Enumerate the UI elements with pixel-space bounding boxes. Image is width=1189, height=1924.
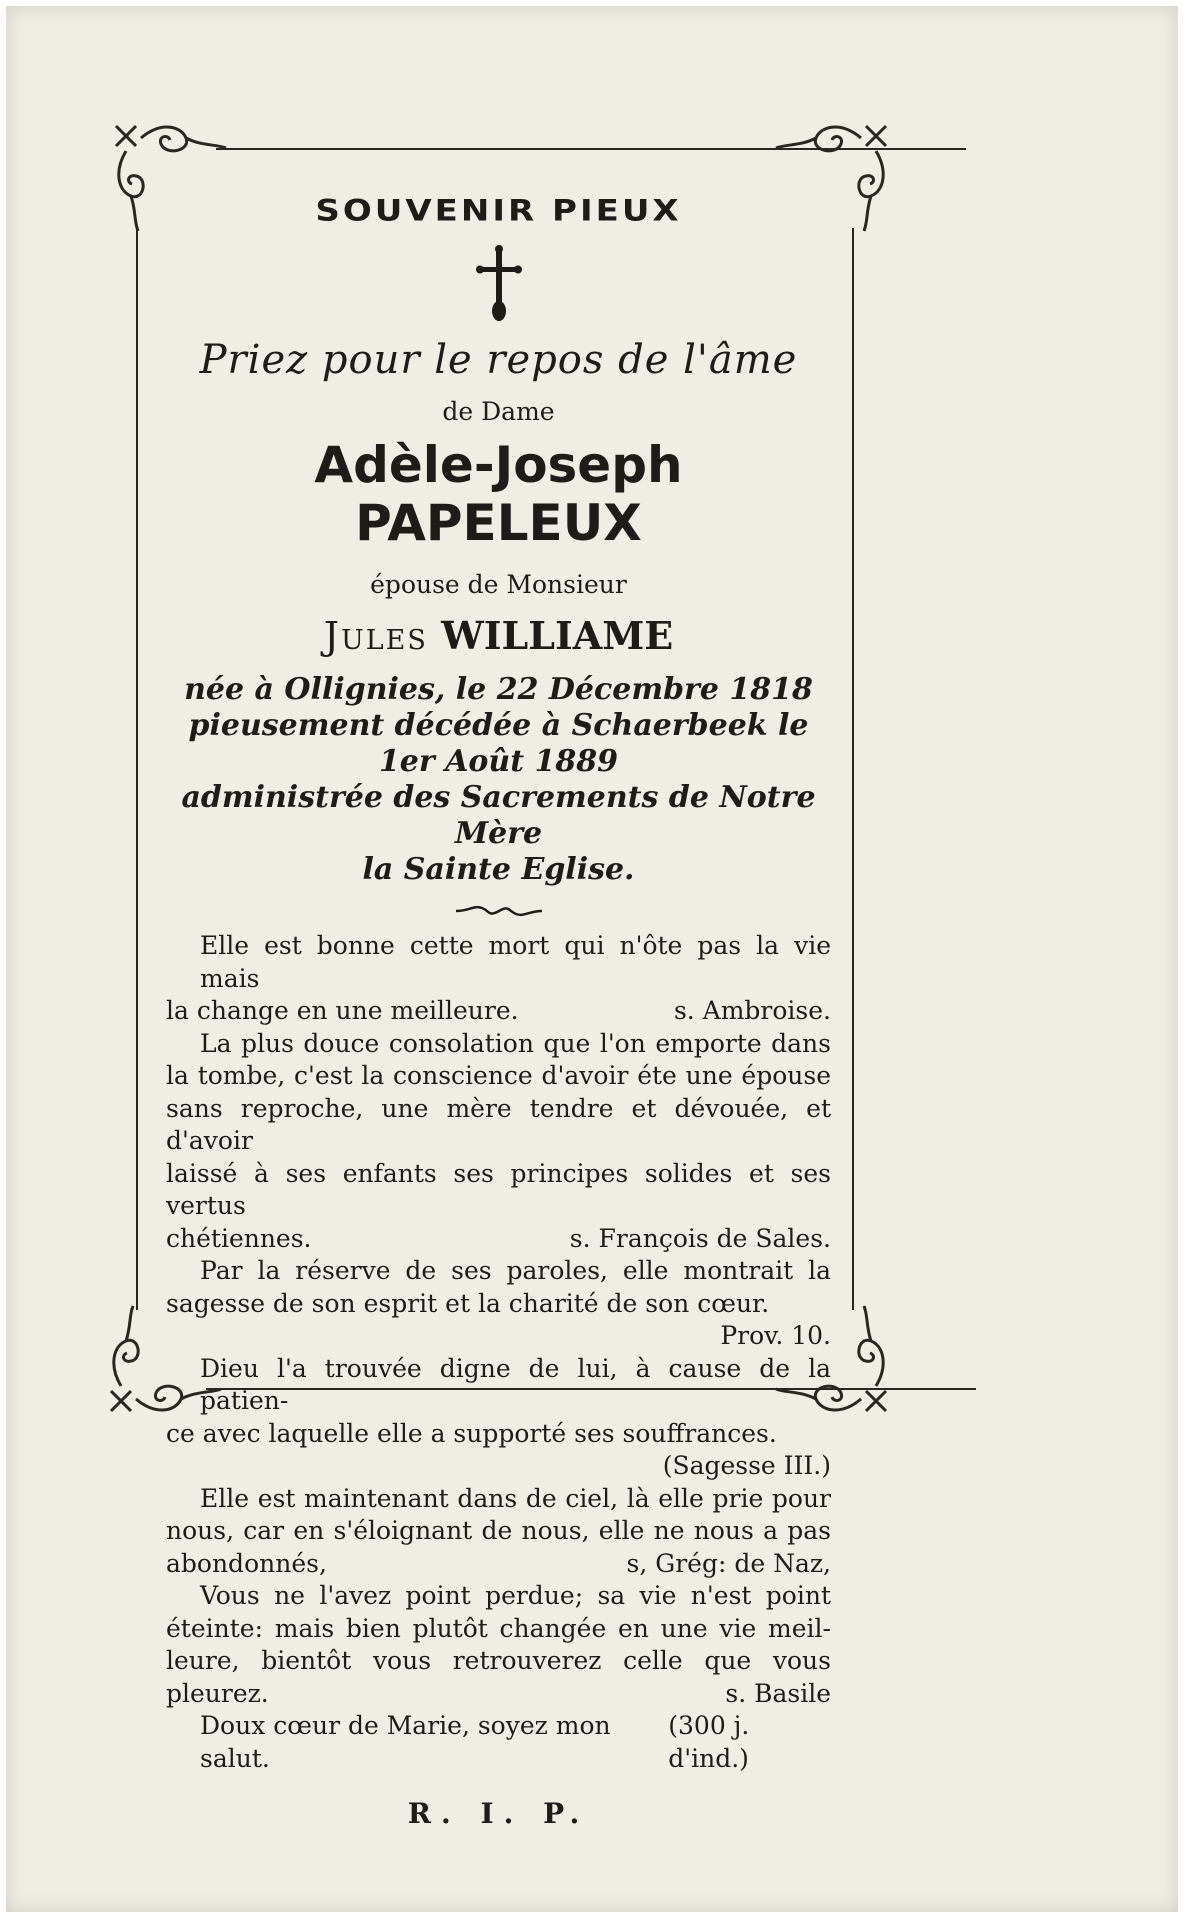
indulgence: (300 j. d'ind.) [668, 1711, 750, 1773]
text-fragment: abondonnés, [166, 1548, 327, 1578]
text-line: Elle est maintenant dans de ciel, là elle prie pour [200, 1483, 831, 1513]
spouse-intro: épouse de Monsieur [370, 570, 627, 599]
text-line: leure, bientôt vous retrouverez celle que vous [166, 1646, 831, 1675]
text-line: La plus douce consolation que l'on emporte dans [200, 1028, 831, 1058]
text-line: Par la réserve de ses paroles, elle montrait la [200, 1256, 831, 1285]
sacraments-line: administrée des Sacrements de Notre Mère [181, 780, 816, 851]
text-line: la tombe, c'est la conscience d'avoir éte une épouse [166, 1061, 831, 1090]
text-line: sagesse de son esprit et la charité de son cœur. [166, 1288, 770, 1318]
text-line: Elle est bonne cette mort qui n'ôte pas la vie mais [200, 931, 831, 993]
quotations [166, 930, 831, 1775]
text-line [166, 1548, 831, 1581]
frame-left-line [136, 228, 138, 1310]
text-line [166, 1223, 831, 1256]
text-line: sans reproche, une mère tendre et dévouée, et d'avoir [166, 1093, 831, 1155]
church-line: la Sainte Eglise. [362, 852, 635, 887]
text-line: éteinte: mais bien plutôt changée en une vie meil- [166, 1613, 831, 1643]
invocation: Doux cœur de Marie, soyez mon salut. [200, 1711, 611, 1773]
attribution: s. François de Sales. [569, 1223, 831, 1253]
memorial-card [6, 6, 1178, 1912]
text-line: Dieu l'a trouvée digne de lui, à cause de la patien- [200, 1353, 831, 1415]
card-content [166, 181, 831, 1830]
ornament-divider-icon [454, 902, 544, 920]
text-line: ce avec laquelle elle a supporté ses souffrances. [166, 1418, 777, 1448]
attribution: s. Basile [725, 1678, 831, 1708]
cross-icon [474, 245, 524, 325]
text-line: nous, car en s'éloignant de nous, elle ne nous a pas [166, 1516, 831, 1545]
attribution: Prov. 10. [720, 1321, 831, 1350]
text-line: laissé à ses enfants ses principes solides et ses vertus [166, 1158, 831, 1220]
text-line [166, 995, 831, 1028]
attribution: s. Ambroise. [673, 996, 831, 1025]
card-title: SOUVENIR PIEUX [315, 194, 682, 228]
frame-right-line [852, 228, 854, 1310]
text-fragment: chétiennes. [166, 1223, 312, 1253]
birth-line: née à Ollignies, le 22 Décembre 1818 [184, 672, 813, 707]
death-line: pieusement décédée à Schaerbeek le 1er Août 1889 [188, 708, 809, 779]
text-fragment: la change en une meilleure. [166, 996, 519, 1025]
text-fragment: pleurez. [166, 1678, 269, 1708]
rip-line: R. I. P. [407, 1797, 590, 1830]
deceased-name: Adèle-Joseph PAPELEUX [314, 436, 683, 552]
text-line [166, 1710, 831, 1775]
spouse-name [166, 613, 831, 658]
prayer-line: Priez pour le repos de l'âme [199, 337, 798, 383]
spouse-first-name: Jules [323, 614, 428, 658]
text-line [166, 1678, 831, 1711]
attribution: s, Grég: de Naz, [626, 1548, 831, 1578]
spouse-last-name: WILLIAME [441, 613, 674, 658]
birth-death-block [166, 672, 831, 888]
attribution: (Sagesse III.) [662, 1451, 831, 1480]
dame-line: de Dame [442, 397, 555, 426]
text-line: Vous ne l'avez point perdue; sa vie n'est point [200, 1581, 831, 1610]
